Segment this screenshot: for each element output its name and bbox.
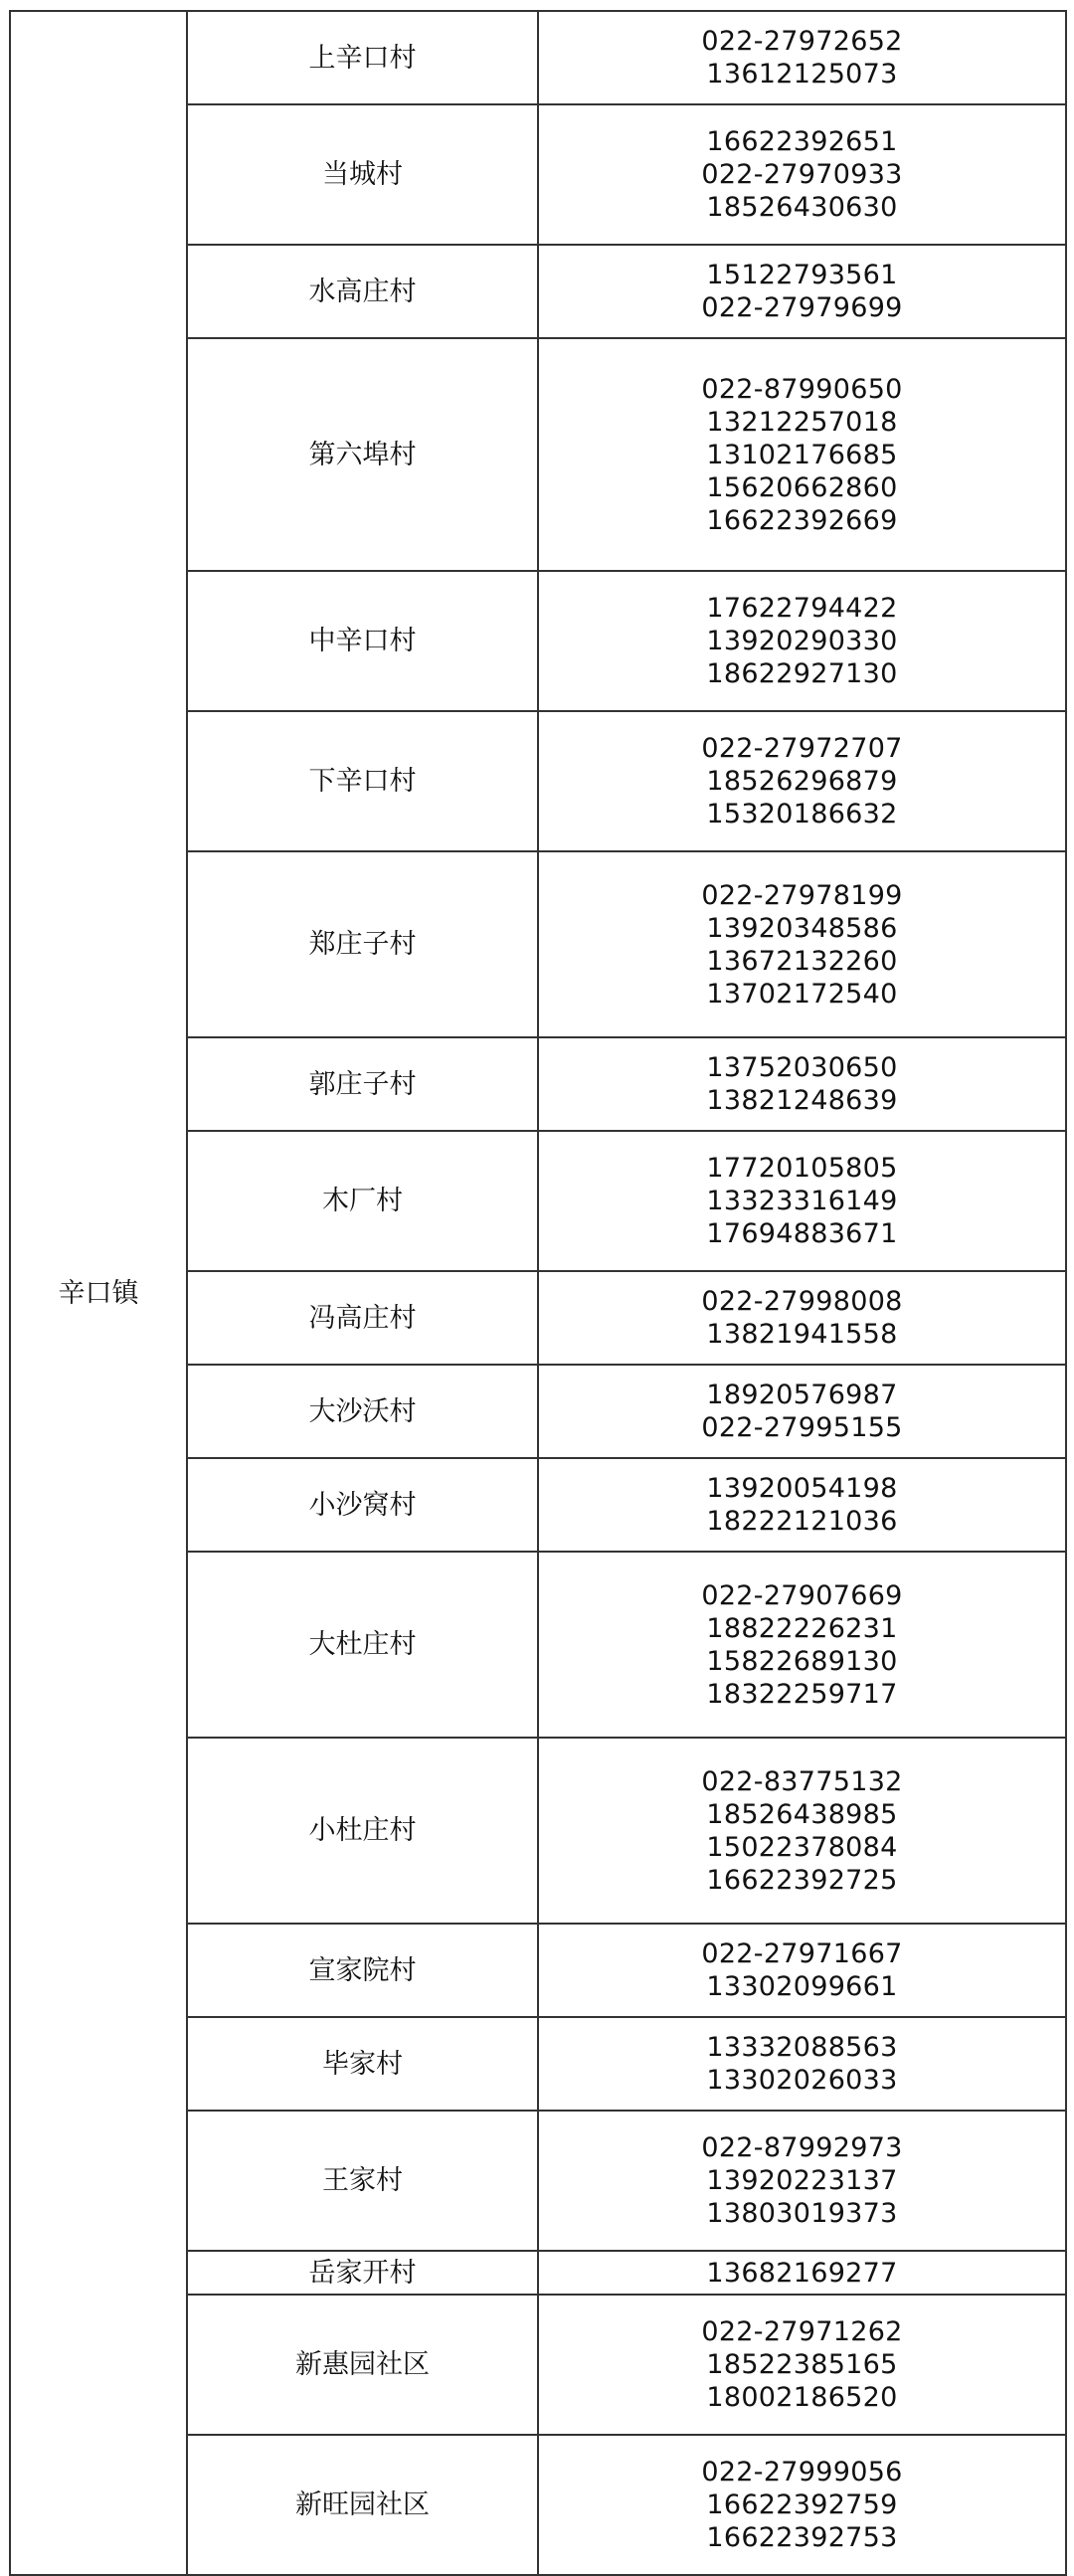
phone-number: 022-27999056 — [701, 2457, 903, 2487]
phone-number: 18526296879 — [706, 766, 898, 797]
phone-number: 15022378084 — [706, 1831, 898, 1863]
phone-numbers-cell — [538, 1271, 1066, 1365]
village-name-cell: 大杜庄村 — [187, 1552, 538, 1738]
phone-number: 15822689130 — [706, 1645, 898, 1677]
phone-number: 13302026033 — [706, 2065, 898, 2096]
phone-number: 13212257018 — [706, 406, 898, 438]
phone-number: 17720105805 — [706, 1153, 898, 1184]
phone-number: 13302099661 — [706, 1971, 898, 2002]
phone-numbers-cell — [538, 1365, 1066, 1458]
village-name-cell: 水高庄村 — [187, 245, 538, 338]
phone-number: 13821941558 — [706, 1319, 898, 1350]
phone-number: 022-27972707 — [701, 733, 903, 764]
village-name-cell: 小杜庄村 — [187, 1738, 538, 1924]
phone-numbers-cell — [538, 571, 1066, 711]
phone-number: 13752030650 — [706, 1052, 898, 1083]
phone-number: 022-27972652 — [701, 26, 903, 57]
village-name-cell: 岳家开村 — [187, 2251, 538, 2295]
phone-number: 022-27998008 — [701, 1286, 903, 1317]
town-cell: 辛口镇 — [10, 11, 187, 2575]
village-name-cell: 第六埠村 — [187, 338, 538, 571]
phone-number: 18322259717 — [706, 1678, 898, 1710]
phone-number: 18526438985 — [706, 1798, 898, 1830]
village-name-cell: 小沙窝村 — [187, 1458, 538, 1552]
phone-number: 13920290330 — [706, 626, 898, 656]
phone-number: 13821248639 — [706, 1085, 898, 1116]
table-body — [10, 11, 1066, 2575]
phone-number: 15620662860 — [706, 471, 898, 503]
phone-number: 18002186520 — [706, 2382, 898, 2413]
phone-number: 16622392753 — [706, 2522, 898, 2553]
phone-number: 022-27978199 — [701, 879, 903, 911]
phone-number: 18526430630 — [706, 192, 898, 223]
phone-numbers-cell — [538, 2251, 1066, 2295]
phone-number: 16622392651 — [706, 126, 898, 157]
phone-number: 13332088563 — [706, 2032, 898, 2063]
village-name-cell: 郑庄子村 — [187, 851, 538, 1037]
phone-number: 15320186632 — [706, 799, 898, 829]
phone-number: 13323316149 — [706, 1186, 898, 1216]
phone-numbers-cell — [538, 711, 1066, 851]
phone-number: 15122793561 — [706, 260, 898, 290]
phone-number: 022-87992973 — [701, 2132, 903, 2163]
phone-number: 022-27995155 — [701, 1412, 903, 1443]
phone-number: 13682169277 — [706, 2257, 898, 2289]
phone-numbers-cell — [538, 2435, 1066, 2575]
village-name-cell: 新惠园社区 — [187, 2295, 538, 2435]
village-name-cell: 木厂村 — [187, 1131, 538, 1271]
phone-number: 13102176685 — [706, 439, 898, 470]
village-name-cell: 郭庄子村 — [187, 1037, 538, 1131]
phone-number: 13672132260 — [706, 945, 898, 977]
phone-number: 022-83775132 — [701, 1765, 903, 1797]
phone-numbers-cell — [538, 1552, 1066, 1738]
phone-number: 18522385165 — [706, 2349, 898, 2380]
phone-numbers-cell — [538, 1924, 1066, 2017]
phone-number: 13702172540 — [706, 978, 898, 1010]
phone-numbers-cell — [538, 2295, 1066, 2435]
phone-number: 16622392669 — [706, 504, 898, 536]
phone-numbers-cell — [538, 245, 1066, 338]
phone-number: 17622794422 — [706, 593, 898, 624]
phone-numbers-cell — [538, 851, 1066, 1037]
phone-numbers-cell — [538, 338, 1066, 571]
phone-number: 18222121036 — [706, 1506, 898, 1537]
phone-number: 18920576987 — [706, 1380, 898, 1410]
phone-number: 13803019373 — [706, 2198, 898, 2229]
phone-number: 16622392725 — [706, 1864, 898, 1896]
phone-number: 022-87990650 — [701, 373, 903, 405]
phone-number: 022-27971262 — [701, 2316, 903, 2347]
phone-number: 022-27907669 — [701, 1579, 903, 1611]
phone-numbers-cell — [538, 104, 1066, 245]
phone-numbers-cell — [538, 1037, 1066, 1131]
phone-numbers-cell — [538, 1131, 1066, 1271]
village-name-cell: 下辛口村 — [187, 711, 538, 851]
table-row — [10, 11, 1066, 104]
village-name-cell: 王家村 — [187, 2111, 538, 2251]
phone-number: 13920054198 — [706, 1473, 898, 1504]
phone-numbers-cell — [538, 2017, 1066, 2111]
phone-number: 022-27970933 — [701, 159, 903, 190]
phone-number: 17694883671 — [706, 1218, 898, 1249]
phone-number: 18622927130 — [706, 658, 898, 689]
phone-number: 13920348586 — [706, 912, 898, 944]
village-name-cell: 宣家院村 — [187, 1924, 538, 2017]
phone-number: 022-27971667 — [701, 1938, 903, 1969]
phone-numbers-cell — [538, 11, 1066, 104]
village-name-cell: 上辛口村 — [187, 11, 538, 104]
phone-number: 16622392759 — [706, 2489, 898, 2520]
phone-numbers-cell — [538, 1458, 1066, 1552]
phone-number: 022-27979699 — [701, 292, 903, 323]
contact-table — [9, 10, 1067, 2576]
phone-number: 13920223137 — [706, 2165, 898, 2196]
village-name-cell: 新旺园社区 — [187, 2435, 538, 2575]
phone-numbers-cell — [538, 2111, 1066, 2251]
village-name-cell: 当城村 — [187, 104, 538, 245]
phone-numbers-cell — [538, 1738, 1066, 1924]
phone-number: 13612125073 — [706, 59, 898, 90]
phone-number: 18822226231 — [706, 1612, 898, 1644]
village-name-cell: 冯高庄村 — [187, 1271, 538, 1365]
village-name-cell: 中辛口村 — [187, 571, 538, 711]
village-name-cell: 毕家村 — [187, 2017, 538, 2111]
village-name-cell: 大沙沃村 — [187, 1365, 538, 1458]
